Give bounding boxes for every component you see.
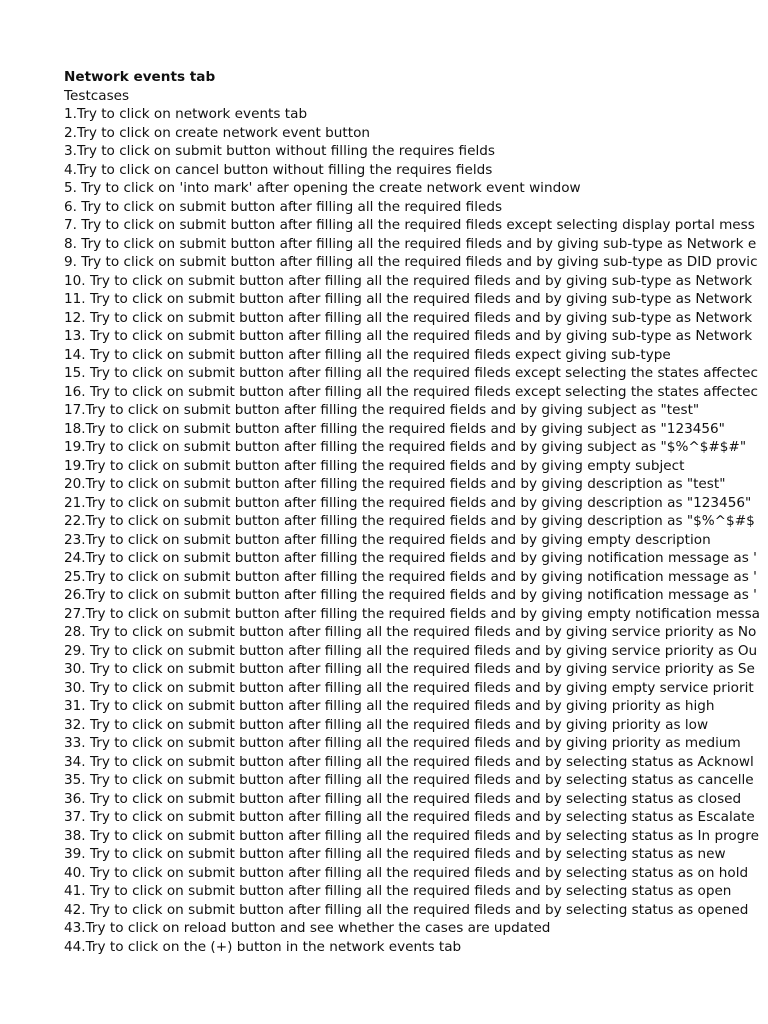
testcase-item: 19.Try to click on submit button after filling the required fields and by giving empty subject [64, 457, 685, 474]
testcase-item: 28. Try to click on submit button after filling all the required fileds and by giving service priority as No [64, 624, 757, 640]
testcase-item: 32. Try to click on submit button after filling all the required fileds and by giving priority as low [64, 716, 709, 733]
testcase-item: 8. Try to click on submit button after filling all the required fileds and by giving sub-type as Network e [64, 235, 757, 252]
testcase-item: 37. Try to click on submit button after filling all the required fileds and by selecting status as Escalate [64, 809, 755, 825]
testcase-item: 23.Try to click on submit button after filling the required fields and by giving empty description [64, 531, 711, 548]
testcase-item: 17.Try to click on submit button after filling the required fields and by giving subject as "test" [64, 402, 700, 418]
testcase-item: 3.Try to click on submit button without filling the requires fields [64, 143, 495, 159]
testcase-item: 1.Try to click on network events tab [64, 106, 308, 122]
testcase-item: 27.Try to click on submit button after filling the required fields and by giving empty notification messa [64, 605, 761, 622]
testcase-item: 39. Try to click on submit button after filling all the required fileds and by selecting status as new [64, 846, 726, 862]
document-title: Network events tab [64, 69, 216, 85]
testcase-item: 11. Try to click on submit button after filling all the required fileds and by giving sub-type as Network [64, 291, 753, 307]
testcase-item: 12. Try to click on submit button after filling all the required fileds and by giving sub-type as Network [64, 309, 753, 326]
testcase-item: 41. Try to click on submit button after filling all the required fileds and by selecting status as open [64, 883, 732, 899]
testcase-list [64, 105, 768, 956]
testcase-item: 44.Try to click on the (+) button in the network events tab [64, 938, 462, 955]
testcase-item: 34. Try to click on submit button after filling all the required fileds and by selecting status as Acknowl [64, 753, 754, 770]
testcase-item: 33. Try to click on submit button after filling all the required fileds and by giving priority as medium [64, 735, 741, 751]
testcase-item: 13. Try to click on submit button after filling all the required fileds and by giving sub-type as Network [64, 328, 753, 344]
testcase-item: 35. Try to click on submit button after filling all the required fileds and by selecting status as cancelle [64, 772, 754, 788]
testcase-item: 15. Try to click on submit button after filling all the required fileds except selecting the states affectec [64, 365, 759, 381]
testcase-item: 10. Try to click on submit button after filling all the required fileds and by giving sub-type as Network [64, 272, 753, 289]
testcase-item: 24.Try to click on submit button after filling the required fields and by giving notification message as ' [64, 550, 757, 566]
testcase-item: 7. Try to click on submit button after filling all the required fileds except selecting display portal mess [64, 217, 755, 233]
testcase-item: 14. Try to click on submit button after filling all the required fileds expect giving sub-type [64, 346, 671, 363]
testcase-item: 21.Try to click on submit button after filling the required fields and by giving description as "123456" [64, 494, 752, 511]
testcase-item: 29. Try to click on submit button after filling all the required fileds and by giving service priority as Ou [64, 642, 758, 659]
testcase-item: 22.Try to click on submit button after filling the required fields and by giving description as "$%^$#$ [64, 513, 755, 529]
testcase-item: 5. Try to click on 'into mark' after opening the create network event window [64, 180, 581, 196]
testcase-item: 16. Try to click on submit button after filling all the required fileds except selecting the states affectec [64, 383, 759, 400]
testcase-item: 40. Try to click on submit button after filling all the required fileds and by selecting status as on hold [64, 864, 749, 881]
document-page [64, 68, 768, 956]
testcase-item: 20.Try to click on submit button after filling the required fields and by giving description as "test" [64, 476, 726, 492]
testcase-item: 43.Try to click on reload button and see whether the cases are updated [64, 920, 551, 936]
testcase-item: 42. Try to click on submit button after filling all the required fileds and by selecting status as opened [64, 901, 749, 918]
testcase-item: 36. Try to click on submit button after filling all the required fileds and by selecting status as closed [64, 790, 742, 807]
testcase-item: 18.Try to click on submit button after filling the required fields and by giving subject as "123456" [64, 420, 725, 437]
testcase-item: 25.Try to click on submit button after filling the required fields and by giving notification message as ' [64, 568, 757, 585]
testcase-item: 38. Try to click on submit button after filling all the required fileds and by selecting status as In progre [64, 827, 759, 844]
testcase-item: 26.Try to click on submit button after filling the required fields and by giving notification message as ' [64, 587, 757, 603]
testcase-item: 6. Try to click on submit button after filling all the required fileds [64, 198, 503, 215]
testcase-item: 30. Try to click on submit button after filling all the required fileds and by giving service priority as Se [64, 661, 755, 677]
testcase-item: 19.Try to click on submit button after filling the required fields and by giving subject as "$%^$#$#" [64, 439, 747, 455]
testcase-item: 2.Try to click on create network event button [64, 124, 371, 141]
testcase-item: 31. Try to click on submit button after filling all the required fileds and by giving priority as high [64, 698, 715, 714]
testcase-item: 9. Try to click on submit button after filling all the required fileds and by giving sub-type as DID provic [64, 254, 758, 270]
testcase-item: 30. Try to click on submit button after filling all the required fileds and by giving empty service priorit [64, 679, 754, 696]
document-subtitle: Testcases [64, 87, 130, 104]
testcase-item: 4.Try to click on cancel button without filling the requires fields [64, 161, 493, 178]
